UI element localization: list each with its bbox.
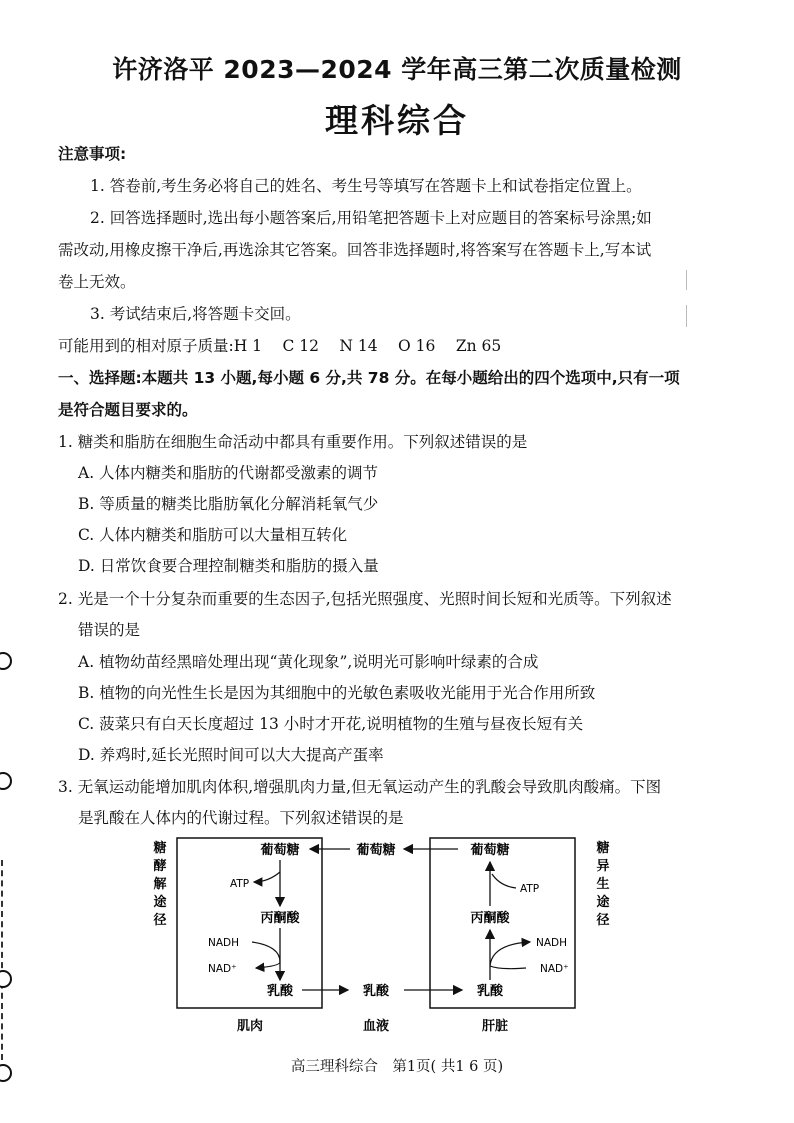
binding-hole-circle <box>0 772 12 790</box>
liver-name: 肝脏 <box>481 1019 509 1034</box>
question-3-stem: 3. 无氧运动能增加肌肉体积,增强肌肉力量,但无氧运动产生的乳酸会导致肌肉酸痛。下图 <box>58 778 662 796</box>
question-1-option-c: C. 人体内糖类和脂肪可以大量相互转化 <box>78 526 348 544</box>
nad-input-curve <box>490 966 526 969</box>
glycolysis-label <box>152 840 167 928</box>
nadh-input-curve <box>252 942 280 962</box>
notice-heading: 注意事项: <box>58 145 127 163</box>
subject-title: 理科综合 <box>325 101 469 140</box>
svg-text:途: 途 <box>596 895 610 910</box>
blood-glucose: 葡萄糖 <box>356 843 396 858</box>
svg-text:生: 生 <box>596 877 610 892</box>
muscle-glucose: 葡萄糖 <box>260 843 300 858</box>
section-heading-cont: 是符合题目要求的。 <box>58 401 198 419</box>
svg-text:酵: 酵 <box>153 859 167 874</box>
atomic-mass-line: 可能用到的相对原子质量:H 1 C 12 N 14 O 16 Zn 65 <box>58 337 502 355</box>
binding-hole-circle <box>0 970 12 988</box>
lactate-metabolism-diagram <box>140 830 630 1045</box>
binding-hole-circle <box>0 652 12 670</box>
muscle-lactate: 乳酸 <box>266 984 294 999</box>
question-3-stem-cont: 是乳酸在人体内的代谢过程。下列叙述错误的是 <box>78 809 404 827</box>
notice-item-2-cont: 卷上无效。 <box>58 273 136 291</box>
question-2-option-c: C. 菠菜只有白天长度超过 13 小时才开花,说明植物的生殖与昼夜长短有关 <box>78 715 584 733</box>
question-2-option-d: D. 养鸡时,延长光照时间可以大大提高产蛋率 <box>78 746 384 764</box>
question-1-option-b: B. 等质量的糖类比脂肪氧化分解消耗氧气少 <box>78 495 379 513</box>
svg-text:解: 解 <box>153 877 167 892</box>
muscle-nadh: NADH <box>208 937 240 949</box>
liver-nadh: NADH <box>536 937 568 949</box>
svg-text:异: 异 <box>596 859 610 874</box>
svg-text:途: 途 <box>153 895 167 910</box>
atp-output-arrow <box>254 872 280 882</box>
liver-nad: NAD⁺ <box>540 963 569 975</box>
question-2-option-b: B. 植物的向光性生长是因为其细胞中的光敏色素吸收光能用于光合作用所致 <box>78 684 596 702</box>
liver-atp: ATP <box>520 883 540 895</box>
notice-item-2-cont: 需改动,用橡皮擦干净后,再选涂其它答案。回答非选择题时,将答案写在答题卡上,写本试 <box>58 241 652 259</box>
liver-pyruvate: 丙酮酸 <box>470 911 510 926</box>
question-1-stem: 1. 糖类和脂肪在细胞生命活动中都具有重要作用。下列叙述错误的是 <box>58 433 528 451</box>
blood-lactate: 乳酸 <box>362 984 390 999</box>
notice-item-3: 3. 考试结束后,将答题卡交回。 <box>90 305 301 323</box>
liver-glucose: 葡萄糖 <box>470 843 510 858</box>
nad-output-arrow <box>256 962 280 968</box>
binding-line <box>1 860 3 1060</box>
notice-item-1: 1. 答卷前,考生务必将自己的姓名、考生号等填写在答题卡上和试卷指定位置上。 <box>90 177 642 195</box>
svg-text:糖: 糖 <box>153 841 167 856</box>
question-2-stem-cont: 错误的是 <box>78 621 141 639</box>
muscle-nad: NAD⁺ <box>208 963 237 975</box>
nadh-output-arrow <box>490 942 530 966</box>
muscle-pyruvate: 丙酮酸 <box>260 911 300 926</box>
muscle-box <box>177 838 322 1008</box>
muscle-atp: ATP <box>230 878 250 890</box>
svg-text:径: 径 <box>153 913 167 928</box>
muscle-name: 肌肉 <box>236 1019 264 1034</box>
question-1-option-d: D. 日常饮食要合理控制糖类和脂肪的摄入量 <box>78 557 379 575</box>
atp-input-curve <box>492 874 516 888</box>
blood-name: 血液 <box>362 1019 390 1034</box>
gluconeogenesis-label <box>595 840 609 928</box>
page-footer: 高三理科综合 第1页( 共1 6 页) <box>290 1059 504 1075</box>
notice-item-2: 2. 回答选择题时,选出每小题答案后,用铅笔把答题卡上对应题目的答案标号涂黑;如 <box>90 209 652 227</box>
question-2-stem: 2. 光是一个十分复杂而重要的生态因子,包括光照强度、光照时间长短和光质等。下列叙述 <box>58 590 672 608</box>
section-heading: 一、选择题:本题共 13 小题,每小题 6 分,共 78 分。在每小题给出的四个选项中,只有一项 <box>58 369 680 387</box>
liver-lactate: 乳酸 <box>476 984 504 999</box>
question-2-option-a: A. 植物幼苗经黑暗处理出现“黄化现象”,说明光可影响叶绿素的合成 <box>78 653 539 671</box>
svg-text:糖: 糖 <box>596 841 610 856</box>
exam-title: 许济洛平 2023—2024 学年高三第二次质量检测 <box>112 55 682 84</box>
question-1-option-a: A. 人体内糖类和脂肪的代谢都受激素的调节 <box>78 464 379 482</box>
svg-text:径: 径 <box>596 913 610 928</box>
